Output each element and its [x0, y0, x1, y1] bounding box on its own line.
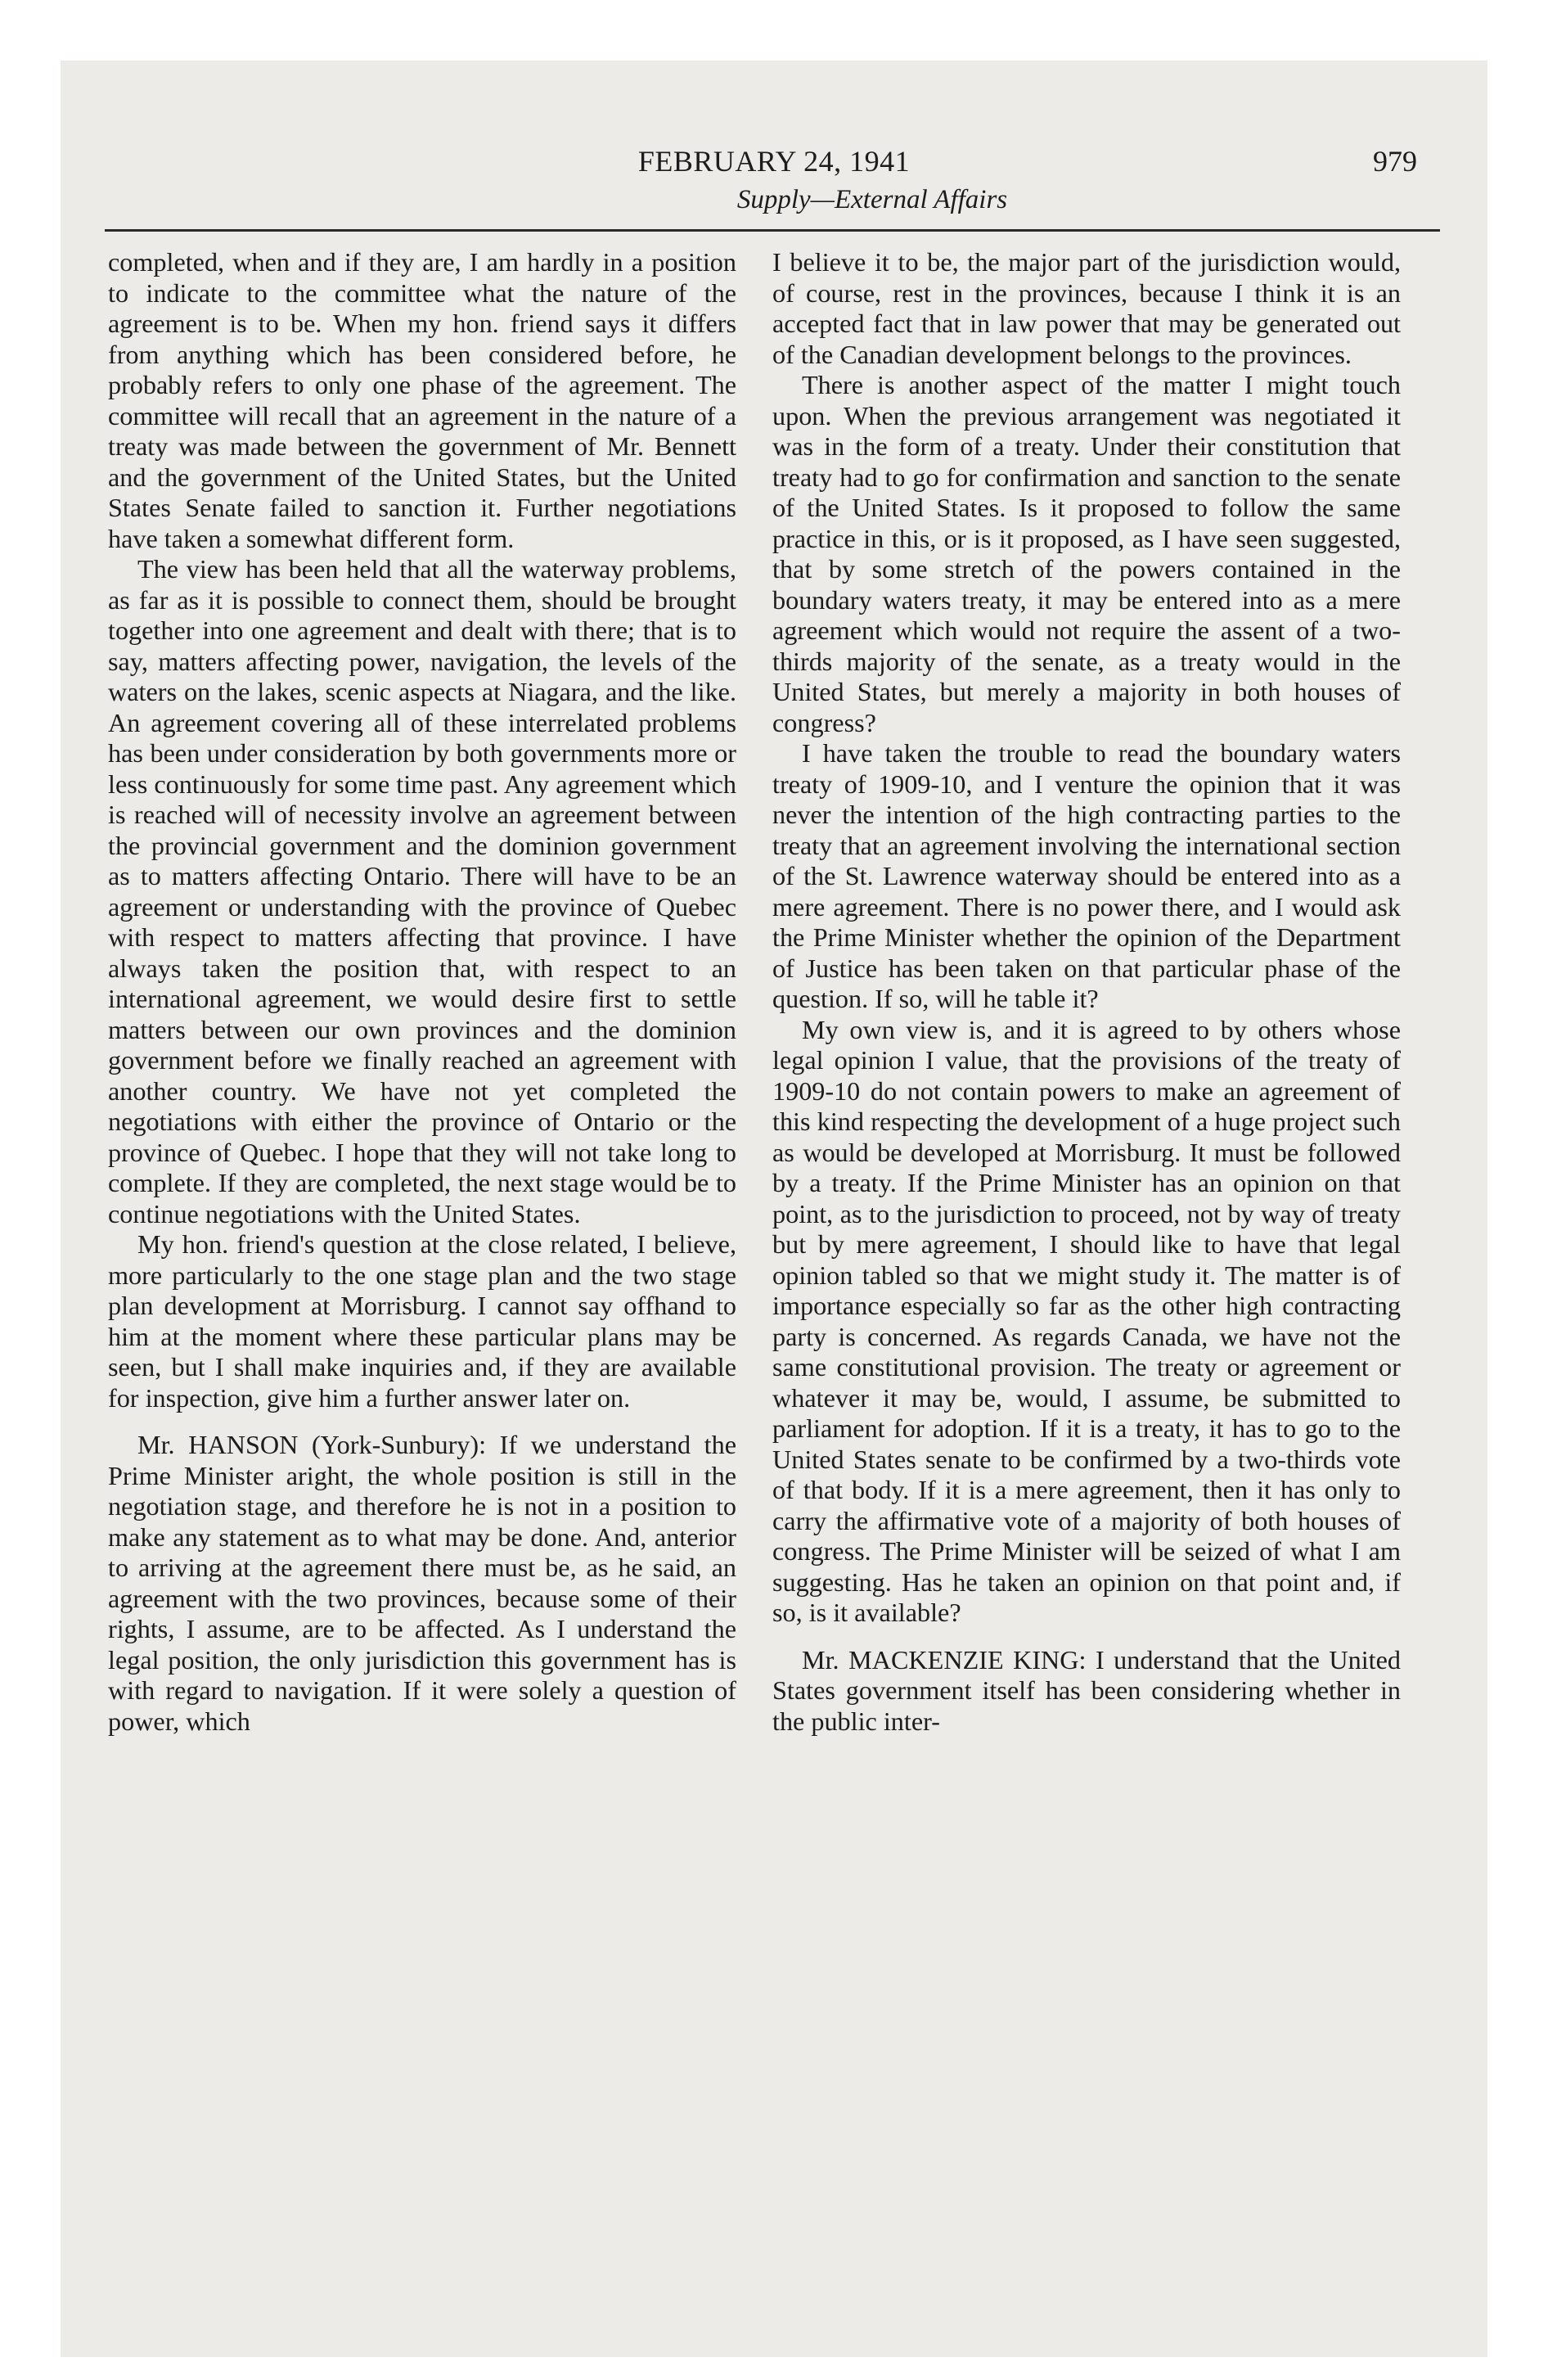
paragraph: I believe it to be, the major part of the jurisdiction would, of course, rest in the provinces, because I think it is an accepted fact that in law power that may be generated out of the Canadian development belongs to the provinces.	[772, 247, 1401, 369]
left-column	[108, 247, 736, 1737]
section-title: Supply—External Affairs	[736, 185, 1008, 214]
page-date: FEBRUARY 24, 1941	[637, 145, 911, 178]
paragraph: I have taken the trouble to read the boundary waters treaty of 1909-10, and I venture the opinion that it was never the intention of the high contracting parties to the treaty that an agreement involving the international section of the St. Lawrence waterway should be entered into as a mere agreement. There is no power there, and I would ask the Prime Minister whether the opinion of the Department of Justice has been taken on that particular phase of the question. If so, will he table it?	[772, 738, 1401, 1013]
paragraph: My hon. friend's question at the close related, I believe, more particularly to the one stage plan and the two stage plan development at Morrisburg. I cannot say offhand to him at the moment where these particular plans may be seen, but I shall make inquiries and, if they are available for inspection, give him a further answer later on.	[108, 1229, 736, 1413]
header-rule	[105, 229, 1440, 232]
paragraph: There is another aspect of the matter I might touch upon. When the previous arrangement was negotiated it was in the form of a treaty. Under their constitution that treaty had to go for confirmation and sanction to the senate of the United States. Is it proposed to follow the same practice in this, or is it proposed, as I have seen suggested, that by some stretch of the powers contained in the boundary waters treaty, it may be entered into as a mere agreement which would not require the assent of a two-thirds majority of the senate, as a treaty would in the United States, but merely a majority in both houses of congress?	[772, 370, 1401, 737]
paragraph: The view has been held that all the waterway problems, as far as it is possible to connect them, should be brought together into one agreement and dealt with there; that is to say, matters affecting power, navigation, the levels of the waters on the lakes, scenic aspects at Niagara, and the like. An agreement covering all of these interrelated problems has been under consideration by both governments more or less continuously for some time past. Any agreement which is reached will of necessity involve an agreement between the provincial government and the dominion government as to matters affecting Ontario. There will have to be an agreement or understanding with the province of Quebec with respect to matters affecting that province. I have always taken the position that, with respect to an international agreement, we would desire first to settle matters between our own provinces and the dominion government before we finally reached an agreement with another country. We have not yet completed the negotiations with either the province of Ontario or the province of Quebec. I hope that they will not take long to complete. If they are completed, the next stage would be to continue negotiations with the United States.	[108, 554, 736, 1228]
right-column	[772, 247, 1401, 1737]
paragraph: completed, when and if they are, I am hardly in a position to indicate to the committee what the nature of the agreement is to be. When my hon. friend says it differs from anything which has been considered before, he probably refers to only one phase of the agreement. The committee will recall that an agreement in the nature of a treaty was made between the government of Mr. Bennett and the government of the United States, but the United States Senate failed to sanction it. Further negotiations have taken a somewhat different form.	[108, 247, 736, 553]
speech-hanson: Mr. HANSON (York-Sunbury): If we understand the Prime Minister aright, the whole position is still in the negotiation stage, and therefore he is not in a position to make any statement as to what may be done. And, anterior to arriving at the agreement there must be, as he said, an agreement with the two provinces, because some of their rights, I assume, are to be affected. As I understand the legal position, the only jurisdiction this government has is with regard to navigation. If it were solely a question of power, which	[108, 1430, 736, 1736]
page-number: 979	[1373, 145, 1417, 178]
speech-mackenzie-king: Mr. MACKENZIE KING: I understand that the United States government itself has been considering whether in the public inter-	[772, 1644, 1401, 1736]
paragraph: My own view is, and it is agreed to by others whose legal opinion I value, that the provisions of the treaty of 1909-10 do not contain powers to make an agreement of this kind respecting the development of a huge project such as would be developed at Morrisburg. It must be followed by a treaty. If the Prime Minister has an opinion on that point, as to the jurisdiction to proceed, not by way of treaty but by mere agreement, I should like to have that legal opinion tabled so that we might study it. The matter is of importance especially so far as the other high contracting party is concerned. As regards Canada, we have not the same constitutional provision. The treaty or agreement or whatever it may be, would, I assume, be submitted to parliament for adoption. If it is a treaty, it has to go to the United States senate to be confirmed by a two-thirds vote of that body. If it is a mere agreement, then it has only to carry the affirmative vote of a majority of both houses of congress. The Prime Minister will be seized of what I am suggesting. Has he taken an opinion on that point and, if so, is it available?	[772, 1014, 1401, 1627]
